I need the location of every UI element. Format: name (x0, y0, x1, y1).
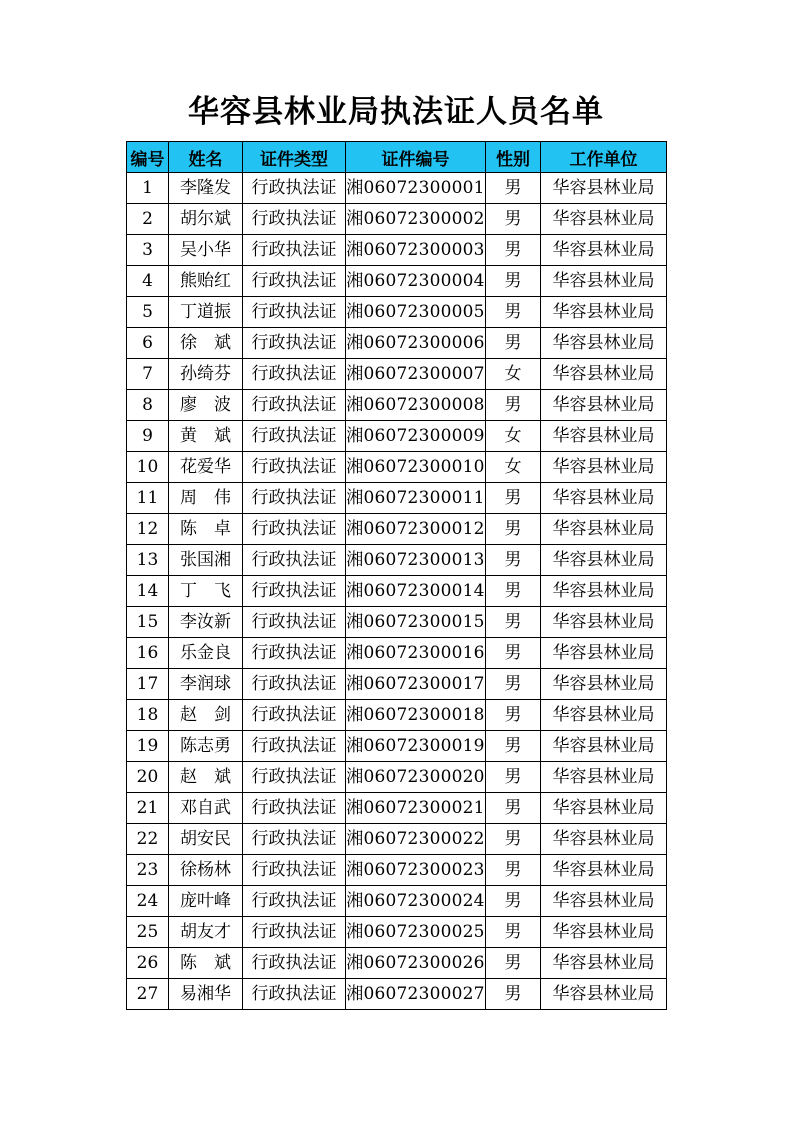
table-row (127, 607, 667, 638)
cell-work-unit: 华容县林业局 (541, 576, 667, 607)
cell-gender: 男 (486, 948, 541, 979)
table-row (127, 297, 667, 328)
cell-number: 26 (127, 948, 169, 979)
cell-certificate-number: 湘06072300008 (346, 390, 486, 421)
cell-name: 丁道振 (169, 297, 243, 328)
table-row (127, 979, 667, 1010)
cell-name: 孙绮芬 (169, 359, 243, 390)
cell-certificate-number: 湘06072300012 (346, 514, 486, 545)
cell-name: 庞叶峰 (169, 886, 243, 917)
cell-name: 赵 剑 (169, 700, 243, 731)
cell-gender: 男 (486, 917, 541, 948)
cell-number: 24 (127, 886, 169, 917)
cell-work-unit: 华容县林业局 (541, 793, 667, 824)
cell-work-unit: 华容县林业局 (541, 452, 667, 483)
personnel-table (126, 141, 667, 1010)
cell-certificate-type: 行政执法证 (243, 235, 346, 266)
cell-certificate-type: 行政执法证 (243, 390, 346, 421)
cell-gender: 男 (486, 297, 541, 328)
cell-work-unit: 华容县林业局 (541, 204, 667, 235)
cell-certificate-type: 行政执法证 (243, 328, 346, 359)
table-body (127, 173, 667, 1010)
cell-certificate-type: 行政执法证 (243, 731, 346, 762)
cell-work-unit: 华容县林业局 (541, 421, 667, 452)
cell-certificate-type: 行政执法证 (243, 514, 346, 545)
cell-number: 5 (127, 297, 169, 328)
table-row (127, 514, 667, 545)
cell-gender: 男 (486, 762, 541, 793)
cell-certificate-number: 湘06072300007 (346, 359, 486, 390)
cell-number: 3 (127, 235, 169, 266)
table-row (127, 793, 667, 824)
cell-name: 李汝新 (169, 607, 243, 638)
cell-gender: 男 (486, 855, 541, 886)
cell-gender: 男 (486, 545, 541, 576)
cell-work-unit: 华容县林业局 (541, 328, 667, 359)
cell-name: 周 伟 (169, 483, 243, 514)
cell-certificate-number: 湘06072300003 (346, 235, 486, 266)
table-row (127, 638, 667, 669)
cell-certificate-number: 湘06072300017 (346, 669, 486, 700)
cell-work-unit: 华容县林业局 (541, 762, 667, 793)
cell-certificate-number: 湘06072300001 (346, 173, 486, 204)
cell-gender: 男 (486, 204, 541, 235)
cell-certificate-type: 行政执法证 (243, 855, 346, 886)
cell-certificate-number: 湘06072300018 (346, 700, 486, 731)
cell-gender: 男 (486, 173, 541, 204)
cell-name: 李润球 (169, 669, 243, 700)
table-row (127, 235, 667, 266)
cell-certificate-type: 行政执法证 (243, 793, 346, 824)
cell-work-unit: 华容县林业局 (541, 731, 667, 762)
cell-work-unit: 华容县林业局 (541, 173, 667, 204)
cell-number: 22 (127, 824, 169, 855)
cell-number: 12 (127, 514, 169, 545)
cell-name: 花爱华 (169, 452, 243, 483)
cell-name: 陈志勇 (169, 731, 243, 762)
cell-certificate-number: 湘06072300004 (346, 266, 486, 297)
table-row (127, 421, 667, 452)
cell-number: 16 (127, 638, 169, 669)
cell-work-unit: 华容县林业局 (541, 359, 667, 390)
table-row (127, 855, 667, 886)
cell-work-unit: 华容县林业局 (541, 824, 667, 855)
cell-number: 9 (127, 421, 169, 452)
table-row (127, 700, 667, 731)
table-row (127, 762, 667, 793)
cell-name: 廖 波 (169, 390, 243, 421)
cell-work-unit: 华容县林业局 (541, 297, 667, 328)
cell-work-unit: 华容县林业局 (541, 607, 667, 638)
cell-certificate-type: 行政执法证 (243, 700, 346, 731)
cell-certificate-type: 行政执法证 (243, 948, 346, 979)
cell-gender: 男 (486, 669, 541, 700)
cell-number: 10 (127, 452, 169, 483)
cell-work-unit: 华容县林业局 (541, 483, 667, 514)
cell-number: 11 (127, 483, 169, 514)
cell-gender: 男 (486, 731, 541, 762)
cell-certificate-number: 湘06072300025 (346, 917, 486, 948)
table-row (127, 545, 667, 576)
cell-certificate-type: 行政执法证 (243, 979, 346, 1010)
cell-number: 6 (127, 328, 169, 359)
header-work-unit: 工作单位 (541, 142, 667, 173)
document-title: 华容县林业局执法证人员名单 (188, 94, 604, 130)
header-name: 姓名 (169, 142, 243, 173)
cell-name: 乐金良 (169, 638, 243, 669)
cell-gender: 男 (486, 638, 541, 669)
cell-certificate-number: 湘06072300022 (346, 824, 486, 855)
cell-certificate-type: 行政执法证 (243, 359, 346, 390)
cell-certificate-number: 湘06072300010 (346, 452, 486, 483)
cell-gender: 男 (486, 514, 541, 545)
cell-certificate-number: 湘06072300002 (346, 204, 486, 235)
cell-gender: 男 (486, 793, 541, 824)
cell-name: 徐杨林 (169, 855, 243, 886)
table-row (127, 917, 667, 948)
cell-gender: 女 (486, 359, 541, 390)
cell-certificate-number: 湘06072300024 (346, 886, 486, 917)
table-header-row (127, 142, 667, 173)
cell-work-unit: 华容县林业局 (541, 855, 667, 886)
cell-certificate-number: 湘06072300027 (346, 979, 486, 1010)
table-row (127, 328, 667, 359)
cell-number: 14 (127, 576, 169, 607)
table-row (127, 576, 667, 607)
cell-gender: 男 (486, 576, 541, 607)
cell-certificate-type: 行政执法证 (243, 266, 346, 297)
cell-number: 1 (127, 173, 169, 204)
cell-certificate-number: 湘06072300016 (346, 638, 486, 669)
header-certificate-number: 证件编号 (346, 142, 486, 173)
cell-certificate-number: 湘06072300015 (346, 607, 486, 638)
cell-number: 23 (127, 855, 169, 886)
cell-work-unit: 华容县林业局 (541, 514, 667, 545)
cell-gender: 男 (486, 483, 541, 514)
header-certificate-type: 证件类型 (243, 142, 346, 173)
cell-number: 18 (127, 700, 169, 731)
cell-name: 陈 斌 (169, 948, 243, 979)
cell-number: 19 (127, 731, 169, 762)
cell-number: 17 (127, 669, 169, 700)
table-row (127, 266, 667, 297)
cell-certificate-type: 行政执法证 (243, 204, 346, 235)
cell-certificate-type: 行政执法证 (243, 607, 346, 638)
cell-number: 15 (127, 607, 169, 638)
cell-gender: 男 (486, 390, 541, 421)
cell-gender: 男 (486, 266, 541, 297)
cell-certificate-number: 湘06072300005 (346, 297, 486, 328)
cell-gender: 男 (486, 328, 541, 359)
cell-number: 13 (127, 545, 169, 576)
cell-work-unit: 华容县林业局 (541, 266, 667, 297)
cell-certificate-number: 湘06072300019 (346, 731, 486, 762)
cell-gender: 男 (486, 979, 541, 1010)
cell-name: 胡尔斌 (169, 204, 243, 235)
cell-work-unit: 华容县林业局 (541, 669, 667, 700)
cell-name: 黄 斌 (169, 421, 243, 452)
cell-certificate-type: 行政执法证 (243, 886, 346, 917)
cell-certificate-type: 行政执法证 (243, 421, 346, 452)
table-row (127, 669, 667, 700)
cell-gender: 男 (486, 607, 541, 638)
cell-certificate-type: 行政执法证 (243, 452, 346, 483)
table-row (127, 483, 667, 514)
cell-work-unit: 华容县林业局 (541, 638, 667, 669)
cell-name: 吴小华 (169, 235, 243, 266)
cell-name: 赵 斌 (169, 762, 243, 793)
table-row (127, 886, 667, 917)
cell-number: 20 (127, 762, 169, 793)
cell-name: 陈 卓 (169, 514, 243, 545)
cell-work-unit: 华容县林业局 (541, 390, 667, 421)
cell-certificate-number: 湘06072300009 (346, 421, 486, 452)
cell-work-unit: 华容县林业局 (541, 700, 667, 731)
cell-name: 徐 斌 (169, 328, 243, 359)
cell-name: 张国湘 (169, 545, 243, 576)
header-number: 编号 (127, 142, 169, 173)
table-row (127, 948, 667, 979)
cell-work-unit: 华容县林业局 (541, 948, 667, 979)
cell-certificate-type: 行政执法证 (243, 917, 346, 948)
cell-gender: 女 (486, 452, 541, 483)
cell-certificate-number: 湘06072300020 (346, 762, 486, 793)
cell-work-unit: 华容县林业局 (541, 917, 667, 948)
cell-name: 易湘华 (169, 979, 243, 1010)
cell-number: 4 (127, 266, 169, 297)
table-row (127, 390, 667, 421)
header-gender: 性别 (486, 142, 541, 173)
cell-work-unit: 华容县林业局 (541, 235, 667, 266)
cell-number: 21 (127, 793, 169, 824)
cell-certificate-number: 湘06072300021 (346, 793, 486, 824)
cell-certificate-type: 行政执法证 (243, 824, 346, 855)
cell-work-unit: 华容县林业局 (541, 979, 667, 1010)
cell-work-unit: 华容县林业局 (541, 545, 667, 576)
cell-number: 8 (127, 390, 169, 421)
cell-name: 李隆发 (169, 173, 243, 204)
cell-certificate-number: 湘06072300013 (346, 545, 486, 576)
cell-number: 2 (127, 204, 169, 235)
cell-number: 27 (127, 979, 169, 1010)
table-row (127, 204, 667, 235)
table-row (127, 173, 667, 204)
cell-number: 25 (127, 917, 169, 948)
cell-certificate-type: 行政执法证 (243, 297, 346, 328)
cell-number: 7 (127, 359, 169, 390)
table-row (127, 824, 667, 855)
cell-name: 丁 飞 (169, 576, 243, 607)
cell-certificate-type: 行政执法证 (243, 638, 346, 669)
cell-certificate-type: 行政执法证 (243, 762, 346, 793)
cell-name: 胡友才 (169, 917, 243, 948)
cell-gender: 男 (486, 824, 541, 855)
cell-gender: 男 (486, 700, 541, 731)
table-row (127, 731, 667, 762)
cell-certificate-type: 行政执法证 (243, 483, 346, 514)
cell-certificate-type: 行政执法证 (243, 576, 346, 607)
cell-name: 熊贻红 (169, 266, 243, 297)
table-row (127, 359, 667, 390)
cell-certificate-number: 湘06072300006 (346, 328, 486, 359)
cell-gender: 女 (486, 421, 541, 452)
cell-certificate-type: 行政执法证 (243, 669, 346, 700)
cell-certificate-number: 湘06072300014 (346, 576, 486, 607)
cell-certificate-type: 行政执法证 (243, 173, 346, 204)
cell-name: 邓自武 (169, 793, 243, 824)
cell-certificate-number: 湘06072300011 (346, 483, 486, 514)
cell-certificate-number: 湘06072300023 (346, 855, 486, 886)
cell-certificate-type: 行政执法证 (243, 545, 346, 576)
cell-name: 胡安民 (169, 824, 243, 855)
cell-work-unit: 华容县林业局 (541, 886, 667, 917)
cell-gender: 男 (486, 886, 541, 917)
table-row (127, 452, 667, 483)
cell-gender: 男 (486, 235, 541, 266)
cell-certificate-number: 湘06072300026 (346, 948, 486, 979)
